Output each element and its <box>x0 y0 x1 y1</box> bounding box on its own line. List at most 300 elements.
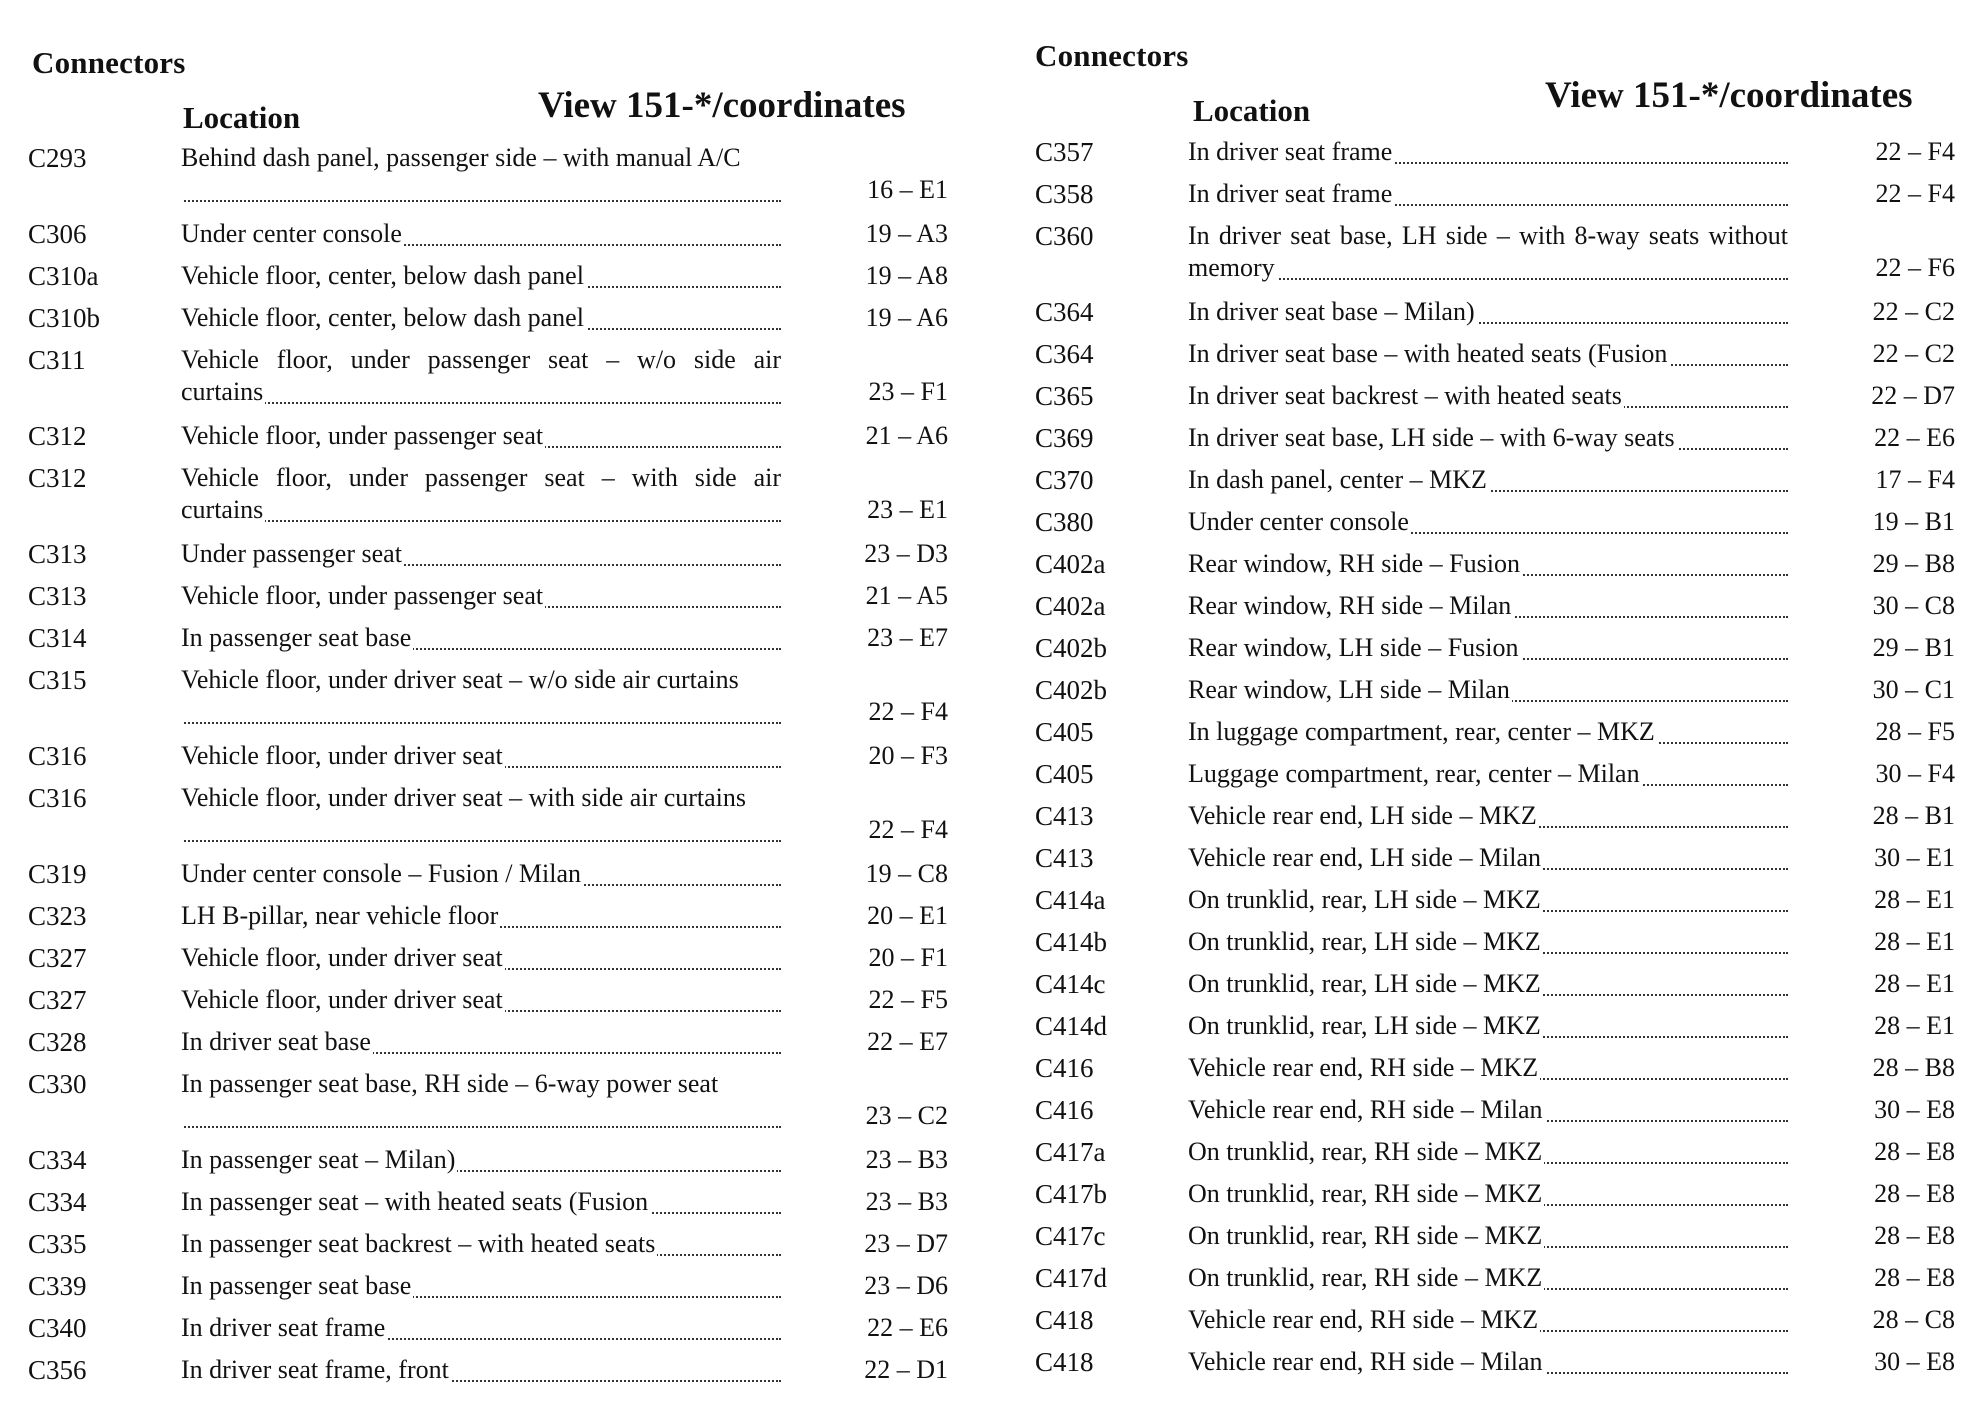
view-coordinate: 20 – E1 <box>867 901 948 930</box>
dot-leader <box>181 1126 781 1128</box>
connector-id: C334 <box>28 1145 87 1175</box>
location-line <box>181 219 781 253</box>
location-line-2 <box>181 1101 781 1135</box>
location-line-2 <box>181 377 781 411</box>
connector-row <box>1035 927 1955 969</box>
location-text: In driver seat frame <box>181 1313 386 1342</box>
connector-id: C414d <box>1035 1011 1108 1041</box>
dot-leader <box>1188 278 1788 280</box>
location-text: Vehicle floor, under driver seat <box>181 985 503 1014</box>
connector-location <box>1188 1305 1788 1339</box>
connector-id: C358 <box>1035 179 1094 209</box>
view-coordinate: 23 – D3 <box>864 539 948 568</box>
connector-row <box>28 901 948 943</box>
view-coordinate: 21 – A5 <box>865 581 948 610</box>
location-text: Vehicle rear end, RH side – MKZ <box>1188 1305 1539 1334</box>
connector-row <box>1035 507 1955 549</box>
connector-location <box>181 219 781 253</box>
location-line <box>181 859 781 893</box>
view-coordinate: 28 – E1 <box>1874 1011 1955 1040</box>
view-coordinate: 19 – A8 <box>865 261 948 290</box>
connector-location <box>181 623 781 657</box>
connector-id: C369 <box>1035 423 1094 453</box>
connector-location <box>1188 381 1788 415</box>
location-line <box>1188 1221 1788 1255</box>
location-text: On trunklid, rear, LH side – MKZ <box>1188 969 1541 998</box>
view-coordinate: 19 – A6 <box>865 303 948 332</box>
location-text: Rear window, RH side – Milan <box>1188 591 1512 620</box>
connector-row <box>28 1313 948 1355</box>
location-line <box>181 581 781 615</box>
connector-row <box>1035 179 1955 221</box>
location-header: Location <box>183 100 301 135</box>
view-coordinate: 28 – F5 <box>1875 717 1955 746</box>
connector-row <box>28 741 948 783</box>
connector-id: C360 <box>1035 221 1094 251</box>
connector-location <box>181 943 781 977</box>
connector-location <box>1188 633 1788 667</box>
connector-row <box>1035 423 1955 465</box>
location-text <box>181 697 183 726</box>
location-line-1: Behind dash panel, passenger side – with manual A/C <box>181 143 741 172</box>
connector-id: C339 <box>28 1271 87 1301</box>
location-line <box>1188 591 1788 625</box>
view-coordinate: 21 – A6 <box>865 421 948 450</box>
connector-row <box>28 581 948 623</box>
location-text: Vehicle rear end, LH side – MKZ <box>1188 801 1537 830</box>
connector-row <box>28 261 948 303</box>
connector-id: C405 <box>1035 717 1094 747</box>
location-text <box>181 1101 183 1130</box>
view-coordinate: 23 – D7 <box>864 1229 948 1258</box>
location-text: Luggage compartment, rear, center – Milan <box>1188 759 1640 788</box>
connector-row <box>28 1069 948 1145</box>
connector-row <box>1035 1221 1955 1263</box>
connector-location <box>1188 591 1788 625</box>
connector-id: C380 <box>1035 507 1094 537</box>
view-coordinate: 28 – E8 <box>1874 1179 1955 1208</box>
view-coordinate: 19 – A3 <box>865 219 948 248</box>
connector-location <box>1188 549 1788 583</box>
connector-id: C356 <box>28 1355 87 1385</box>
connector-location <box>1188 843 1788 877</box>
location-text: Vehicle floor, under driver seat <box>181 943 503 972</box>
connector-location <box>181 261 781 295</box>
location-line <box>181 623 781 657</box>
connector-id: C414c <box>1035 969 1106 999</box>
view-coordinate: 22 – E6 <box>1874 423 1955 452</box>
location-text: In driver seat frame <box>1188 179 1393 208</box>
view-coordinate: 19 – B1 <box>1872 507 1955 536</box>
connector-id: C316 <box>28 741 87 771</box>
view-coordinate: 22 – D7 <box>1871 381 1955 410</box>
location-line <box>181 1187 781 1221</box>
location-line <box>181 1355 781 1389</box>
view-coordinate: 16 – E1 <box>867 175 948 204</box>
connector-row <box>1035 297 1955 339</box>
connector-location <box>181 1027 781 1061</box>
view-coordinate: 19 – C8 <box>865 859 948 888</box>
connector-location <box>1188 969 1788 1003</box>
connector-location <box>1188 1179 1788 1213</box>
location-line <box>1188 717 1788 751</box>
view-coordinate: 23 – C2 <box>865 1101 948 1130</box>
location-text: In driver seat base, LH side – with 6-way seats <box>1188 423 1675 452</box>
connector-row <box>1035 1179 1955 1221</box>
view-coordinate: 20 – F3 <box>868 741 948 770</box>
connector-location <box>1188 885 1788 919</box>
location-text: memory <box>1188 253 1275 282</box>
view-coordinate: 28 – E1 <box>1874 927 1955 956</box>
location-text: In dash panel, center – MKZ <box>1188 465 1487 494</box>
view-coordinate: 28 – E8 <box>1874 1137 1955 1166</box>
view-coordinate: 30 – F4 <box>1875 759 1955 788</box>
connector-row <box>28 1271 948 1313</box>
connector-id: C402b <box>1035 675 1108 705</box>
location-line <box>181 741 781 775</box>
location-text: Rear window, LH side – Milan <box>1188 675 1510 704</box>
connector-location <box>1188 801 1788 835</box>
connector-location <box>1188 1221 1788 1255</box>
connector-id: C330 <box>28 1069 87 1099</box>
view-coordinate: 28 – B8 <box>1872 1053 1955 1082</box>
view-coordinates-header: View 151-*/coordinates <box>1545 75 1913 116</box>
connector-id: C319 <box>28 859 87 889</box>
connector-id: C311 <box>28 345 86 375</box>
connector-row <box>1035 759 1955 801</box>
connector-id: C327 <box>28 943 87 973</box>
location-line <box>181 1027 781 1061</box>
dot-leader <box>181 520 781 522</box>
location-line <box>1188 1263 1788 1297</box>
connector-location <box>181 985 781 1019</box>
location-line <box>1188 1137 1788 1171</box>
connector-row <box>28 1187 948 1229</box>
connector-location <box>1188 137 1788 171</box>
view-coordinate: 30 – E8 <box>1874 1347 1955 1376</box>
location-text: Vehicle floor, center, below dash panel <box>181 261 584 290</box>
view-coordinate: 23 – B3 <box>865 1187 948 1216</box>
location-line <box>1188 675 1788 709</box>
connector-location <box>181 1229 781 1263</box>
connector-location <box>1188 221 1788 282</box>
connector-id: C364 <box>1035 339 1094 369</box>
connector-row <box>1035 465 1955 507</box>
connector-row <box>28 623 948 665</box>
view-coordinate: 29 – B1 <box>1872 633 1955 662</box>
view-coordinate: 22 – F6 <box>1875 253 1955 282</box>
connector-row <box>28 985 948 1027</box>
view-coordinate: 17 – F4 <box>1875 465 1955 494</box>
connector-row <box>1035 549 1955 591</box>
connector-location <box>181 143 781 175</box>
location-text: Vehicle rear end, RH side – Milan <box>1188 1347 1543 1376</box>
location-text: curtains <box>181 495 264 524</box>
location-text: Rear window, LH side – Fusion <box>1188 633 1519 662</box>
location-line <box>181 943 781 977</box>
location-line-2 <box>1188 253 1788 287</box>
connector-location <box>181 345 781 406</box>
location-text: Vehicle floor, under passenger seat <box>181 421 544 450</box>
connector-id: C365 <box>1035 381 1094 411</box>
location-text: Vehicle floor, under driver seat <box>181 741 503 770</box>
location-text: Under passenger seat <box>181 539 402 568</box>
location-line <box>1188 549 1788 583</box>
connector-id: C414b <box>1035 927 1108 957</box>
location-line <box>1188 969 1788 1003</box>
location-text: In driver seat base – Milan) <box>1188 297 1475 326</box>
view-coordinate: 28 – E8 <box>1874 1263 1955 1292</box>
connector-list <box>1035 137 1955 1389</box>
connector-location <box>1188 423 1788 457</box>
connector-location <box>1188 465 1788 499</box>
connector-id: C416 <box>1035 1053 1094 1083</box>
location-line-1: Vehicle floor, under driver seat – with side air curtains <box>181 783 746 812</box>
connector-row <box>1035 137 1955 179</box>
connector-id: C417c <box>1035 1221 1106 1251</box>
connector-location <box>181 1145 781 1179</box>
view-coordinate: 28 – E1 <box>1874 969 1955 998</box>
location-text: On trunklid, rear, RH side – MKZ <box>1188 1179 1543 1208</box>
location-line <box>181 539 781 573</box>
view-coordinate: 23 – D6 <box>864 1271 948 1300</box>
connector-id: C310b <box>28 303 101 333</box>
location-line <box>181 1271 781 1305</box>
location-line-1: Vehicle floor, under passenger seat – w/o side air <box>181 345 781 374</box>
location-text: Vehicle floor, under passenger seat <box>181 581 544 610</box>
location-text: In passenger seat backrest – with heated seats <box>181 1229 656 1258</box>
location-line <box>1188 1011 1788 1045</box>
connector-row <box>1035 717 1955 759</box>
connector-row <box>28 1355 948 1397</box>
location-text: Under center console – Fusion / Milan <box>181 859 582 888</box>
column-title: Connectors <box>1035 38 1189 73</box>
location-line <box>1188 423 1788 457</box>
location-text: On trunklid, rear, RH side – MKZ <box>1188 1137 1543 1166</box>
location-line <box>1188 381 1788 415</box>
connector-id: C316 <box>28 783 87 813</box>
connector-row <box>1035 1263 1955 1305</box>
connector-id: C418 <box>1035 1305 1094 1335</box>
location-line <box>1188 339 1788 373</box>
location-line <box>181 901 781 935</box>
connector-row <box>1035 1137 1955 1179</box>
connector-location <box>181 901 781 935</box>
location-line <box>1188 885 1788 919</box>
view-coordinate: 28 – B1 <box>1872 801 1955 830</box>
location-text: Under center console <box>181 219 402 248</box>
connector-location <box>1188 759 1788 793</box>
location-line-1: Vehicle floor, under driver seat – w/o side air curtains <box>181 665 739 694</box>
location-text: On trunklid, rear, RH side – MKZ <box>1188 1221 1543 1250</box>
connector-id: C312 <box>28 421 87 451</box>
connector-row <box>1035 1053 1955 1095</box>
connector-row <box>1035 591 1955 633</box>
connector-row <box>1035 675 1955 717</box>
connector-id: C306 <box>28 219 87 249</box>
view-coordinate: 22 – F4 <box>1875 179 1955 208</box>
location-text: In driver seat frame, front <box>181 1355 449 1384</box>
location-line <box>1188 1179 1788 1213</box>
connector-row <box>1035 339 1955 381</box>
dot-leader <box>181 402 781 404</box>
connector-location <box>1188 1347 1788 1381</box>
location-text: On trunklid, rear, LH side – MKZ <box>1188 1011 1541 1040</box>
connector-id: C414a <box>1035 885 1106 915</box>
location-text: Under center console <box>1188 507 1409 536</box>
location-line <box>181 261 781 295</box>
connector-location <box>1188 927 1788 961</box>
connector-id: C402b <box>1035 633 1108 663</box>
connector-id: C340 <box>28 1313 87 1343</box>
view-coordinate: 22 – D1 <box>864 1355 948 1384</box>
view-coordinate: 22 – C2 <box>1872 297 1955 326</box>
connector-location <box>1188 179 1788 213</box>
view-coordinate: 23 – F1 <box>868 377 948 406</box>
connector-row <box>28 665 948 741</box>
location-text: Vehicle rear end, LH side – Milan <box>1188 843 1542 872</box>
location-text: In passenger seat – Milan) <box>181 1145 456 1174</box>
connector-location <box>181 303 781 337</box>
location-text: On trunklid, rear, LH side – MKZ <box>1188 927 1541 956</box>
connector-row <box>1035 381 1955 423</box>
location-line <box>1188 1095 1788 1129</box>
location-text <box>181 175 183 204</box>
view-coordinate: 22 – E7 <box>867 1027 948 1056</box>
location-line <box>1188 465 1788 499</box>
location-line-2 <box>181 815 781 849</box>
location-text: In driver seat backrest – with heated seats <box>1188 381 1622 410</box>
view-coordinate: 22 – F4 <box>868 815 948 844</box>
connector-location <box>181 1313 781 1347</box>
connector-id: C313 <box>28 539 87 569</box>
view-coordinate: 23 – E7 <box>867 623 948 652</box>
connector-id: C315 <box>28 665 87 695</box>
view-coordinate: 23 – B3 <box>865 1145 948 1174</box>
location-line <box>181 1229 781 1263</box>
connector-location <box>1188 1095 1788 1129</box>
connector-row <box>1035 221 1955 297</box>
connector-id: C323 <box>28 901 87 931</box>
location-text: On trunklid, rear, LH side – MKZ <box>1188 885 1541 914</box>
location-text: In driver seat base <box>181 1027 371 1056</box>
location-line-2 <box>181 697 781 731</box>
view-coordinate: 22 – F4 <box>868 697 948 726</box>
location-text: In driver seat base – with heated seats (Fusion <box>1188 339 1668 368</box>
location-line <box>1188 843 1788 877</box>
view-coordinate: 30 – E1 <box>1874 843 1955 872</box>
location-line <box>181 1313 781 1347</box>
view-coordinate: 22 – F5 <box>868 985 948 1014</box>
connector-location <box>181 1187 781 1221</box>
view-coordinate: 28 – E8 <box>1874 1221 1955 1250</box>
location-line <box>1188 759 1788 793</box>
location-text: Vehicle floor, center, below dash panel <box>181 303 584 332</box>
connector-id: C417b <box>1035 1179 1108 1209</box>
connector-location <box>181 665 781 697</box>
location-header: Location <box>1193 93 1311 128</box>
view-coordinate: 23 – E1 <box>867 495 948 524</box>
location-line <box>1188 1053 1788 1087</box>
connector-id: C405 <box>1035 759 1094 789</box>
connector-location <box>1188 1011 1788 1045</box>
connector-row <box>28 345 948 421</box>
location-text: Vehicle rear end, RH side – MKZ <box>1188 1053 1539 1082</box>
connector-row <box>28 463 948 539</box>
view-coordinate: 30 – E8 <box>1874 1095 1955 1124</box>
location-text: In passenger seat base <box>181 1271 412 1300</box>
connector-row <box>1035 885 1955 927</box>
location-line <box>1188 179 1788 213</box>
location-text: On trunklid, rear, RH side – MKZ <box>1188 1263 1543 1292</box>
location-line <box>1188 801 1788 835</box>
connector-id: C334 <box>28 1187 87 1217</box>
connector-row <box>1035 801 1955 843</box>
connector-row <box>28 1027 948 1069</box>
location-line-2 <box>181 175 781 209</box>
connector-location <box>1188 297 1788 331</box>
connector-row <box>28 1229 948 1271</box>
connector-row <box>1035 969 1955 1011</box>
view-coordinate: 30 – C1 <box>1872 675 1955 704</box>
connector-row <box>28 421 948 463</box>
location-text: In passenger seat – with heated seats (Fusion <box>181 1187 649 1216</box>
connector-location <box>1188 717 1788 751</box>
connector-list <box>28 143 948 1397</box>
connector-row <box>28 303 948 345</box>
connector-row <box>1035 1095 1955 1137</box>
location-line <box>1188 137 1788 171</box>
location-line <box>1188 1347 1788 1381</box>
view-coordinate: 29 – B8 <box>1872 549 1955 578</box>
connector-id: C328 <box>28 1027 87 1057</box>
location-text <box>181 815 183 844</box>
connector-id: C312 <box>28 463 87 493</box>
connector-location <box>1188 507 1788 541</box>
connector-row <box>28 539 948 581</box>
connector-id: C314 <box>28 623 87 653</box>
dot-leader <box>181 722 781 724</box>
connector-location <box>1188 1263 1788 1297</box>
connector-id: C310a <box>28 261 99 291</box>
connector-id: C402a <box>1035 549 1106 579</box>
connector-location <box>181 1069 781 1101</box>
connector-location <box>181 539 781 573</box>
connector-location <box>181 421 781 455</box>
location-line <box>181 303 781 337</box>
location-line <box>181 1145 781 1179</box>
connector-row <box>1035 633 1955 675</box>
connector-row <box>28 219 948 261</box>
view-coordinate: 30 – C8 <box>1872 591 1955 620</box>
connector-id: C293 <box>28 143 87 173</box>
connector-row <box>28 1145 948 1187</box>
location-text: Rear window, RH side – Fusion <box>1188 549 1520 578</box>
location-text: In luggage compartment, rear, center – MKZ <box>1188 717 1655 746</box>
view-coordinate: 20 – F1 <box>868 943 948 972</box>
view-coordinate: 28 – C8 <box>1872 1305 1955 1334</box>
location-line <box>1188 507 1788 541</box>
location-line <box>1188 297 1788 331</box>
location-line <box>1188 633 1788 667</box>
connector-id: C402a <box>1035 591 1106 621</box>
connector-location <box>1188 1137 1788 1171</box>
dot-leader <box>181 840 781 842</box>
connector-location <box>181 783 781 815</box>
connector-row <box>28 783 948 859</box>
view-coordinate: 22 – F4 <box>1875 137 1955 166</box>
connector-id: C413 <box>1035 843 1094 873</box>
